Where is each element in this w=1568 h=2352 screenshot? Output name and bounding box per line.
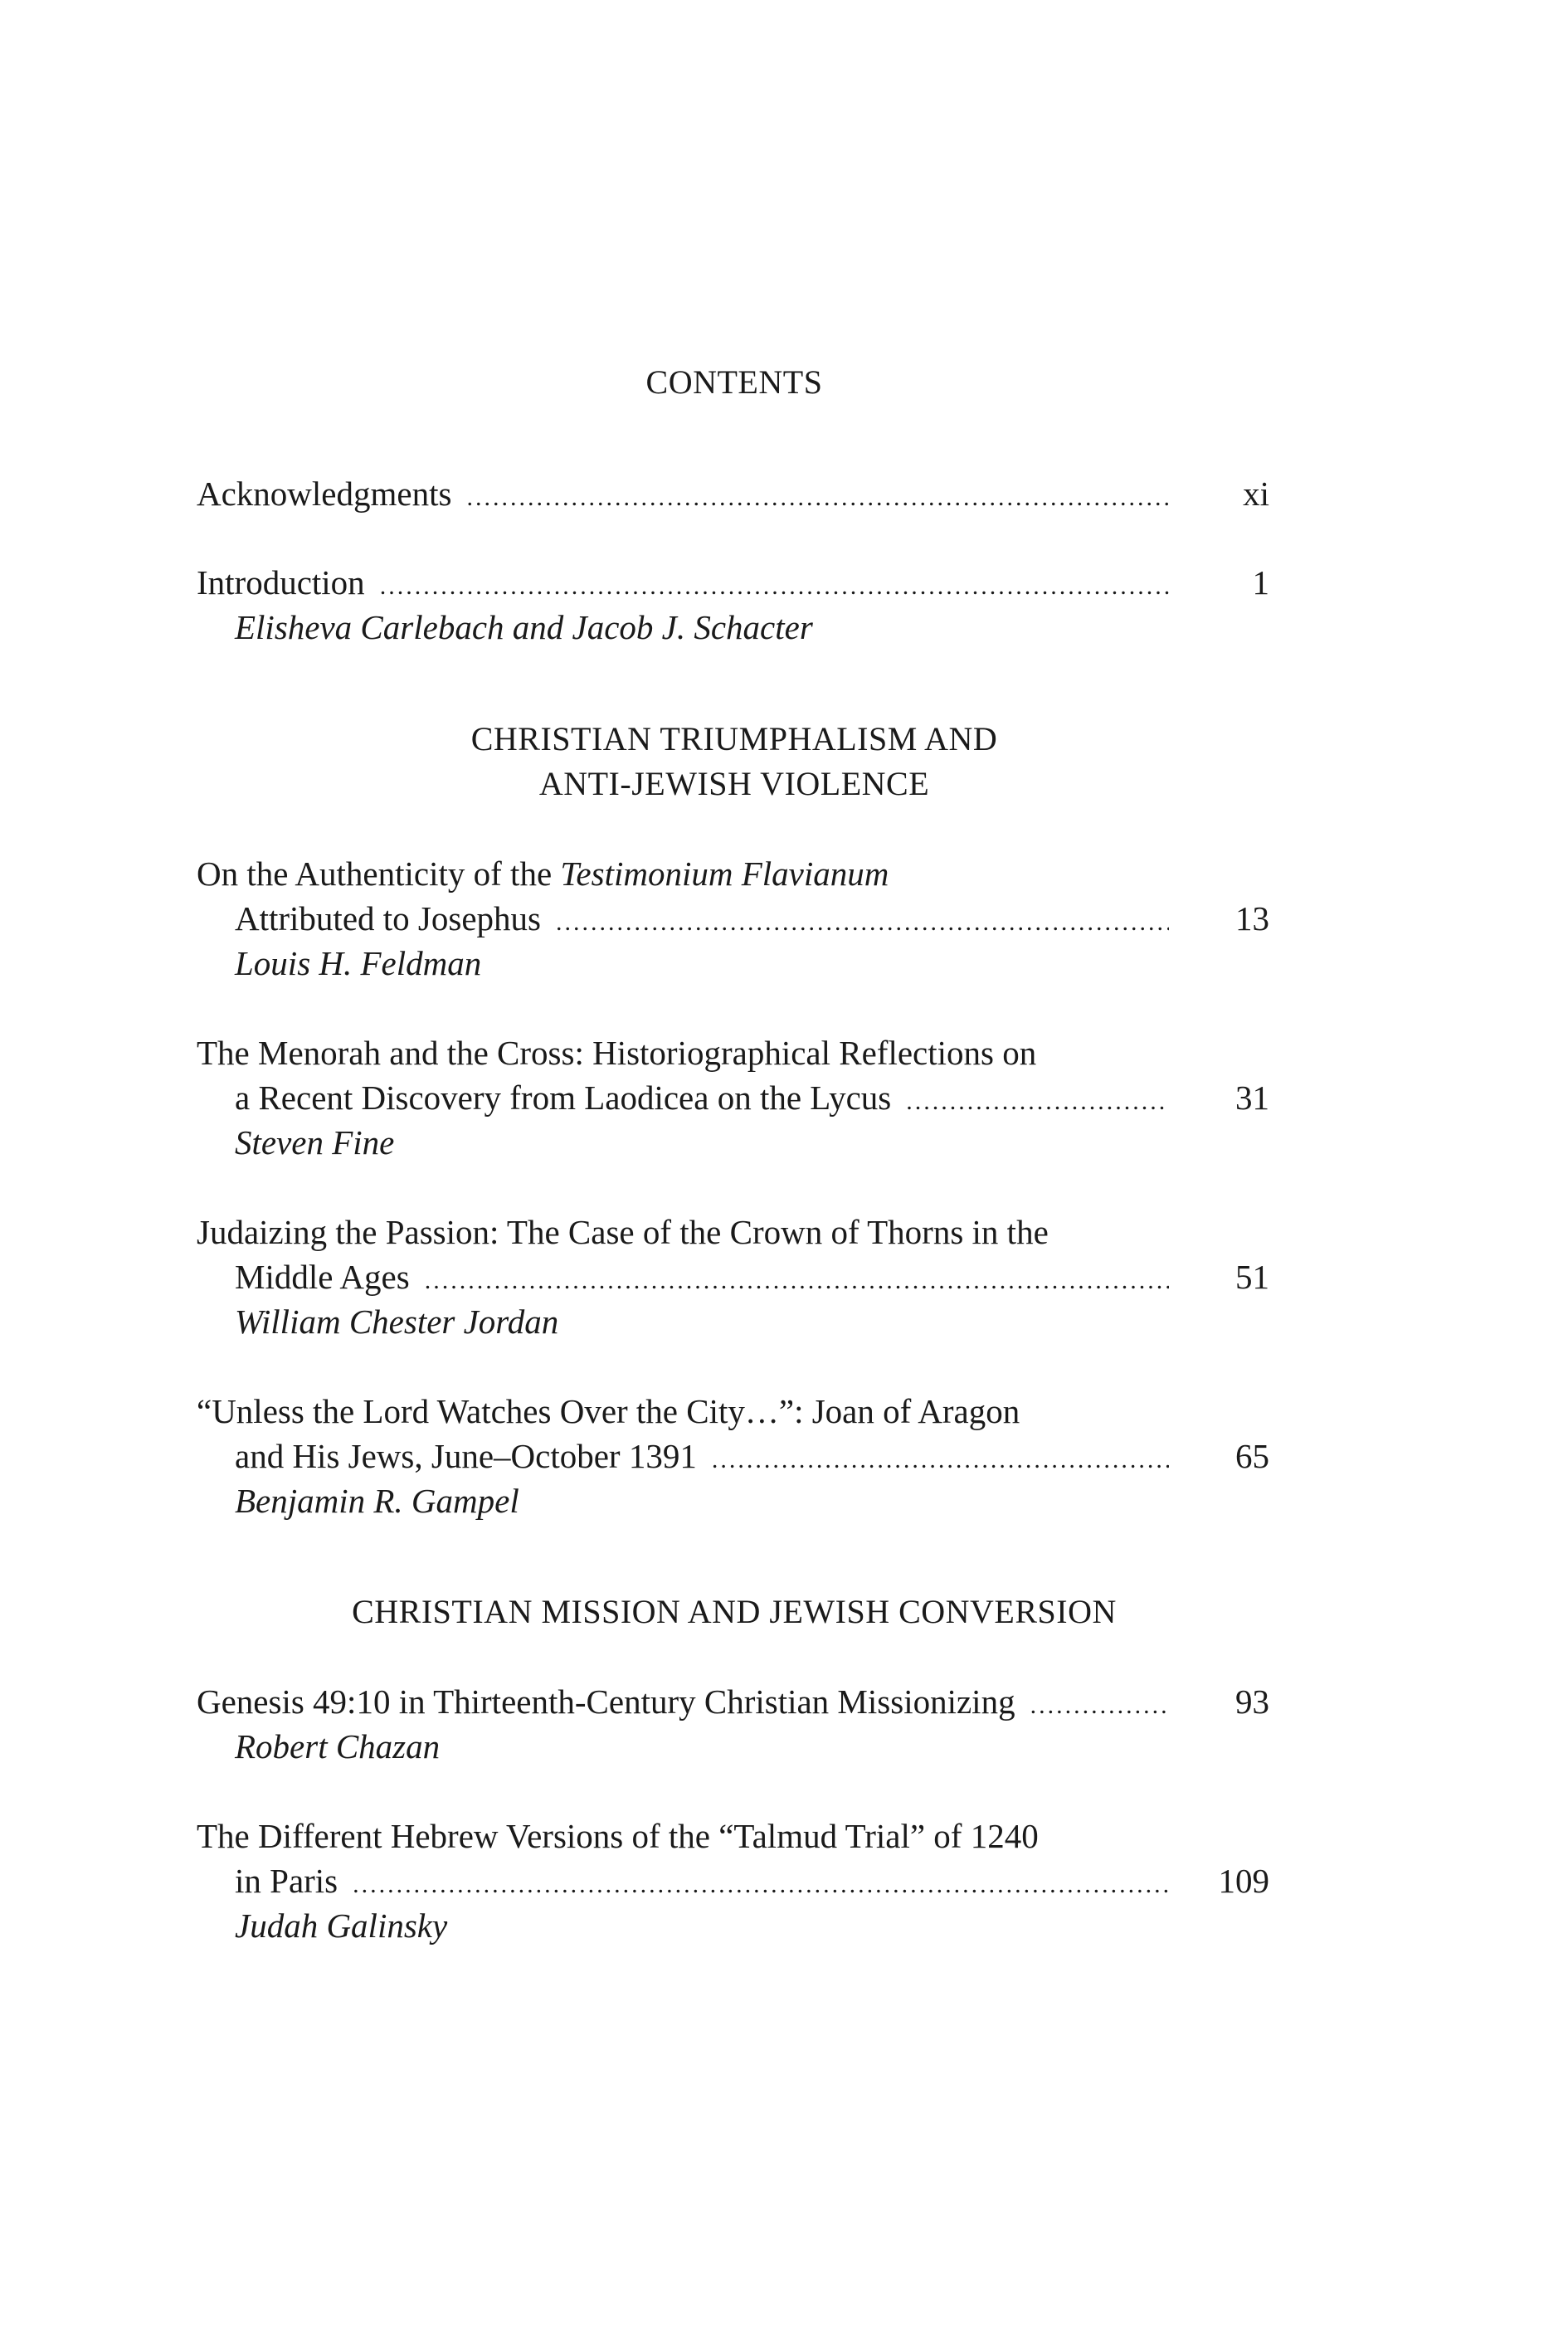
entry-author: Louis H. Feldman <box>235 944 482 982</box>
entry-title-line1: On the Authenticity of the <box>197 855 561 893</box>
page-number: 51 <box>1235 1258 1269 1296</box>
leader-dots <box>906 1079 1169 1124</box>
leader-dots <box>712 1438 1169 1483</box>
entry-title-line2: Middle Ages <box>235 1258 410 1296</box>
entry-title-line1: Genesis 49:10 in Thirteenth-Century Christian Missionizing <box>197 1682 1015 1721</box>
leader-dots <box>380 564 1169 609</box>
page-number: 65 <box>1235 1437 1269 1475</box>
entry-title-line2: Attributed to Josephus <box>235 899 541 937</box>
leader-dots <box>466 475 1169 520</box>
section-heading-line2: ANTI-JEWISH VIOLENCE <box>538 765 930 802</box>
entry-title-italic: Testimonium Flavianum <box>560 855 889 893</box>
toc-entry-fine[interactable] <box>197 1030 1269 1165</box>
toc-entry-feldman[interactable] <box>197 851 1269 986</box>
toc-entry-acknowledgments[interactable] <box>197 471 1269 516</box>
leader-dots <box>353 1863 1169 1907</box>
entry-author: Benjamin R. Gampel <box>235 1482 519 1520</box>
entry-author: Robert Chazan <box>235 1727 441 1765</box>
leader-dots <box>556 900 1169 945</box>
entry-title: Acknowledgments <box>197 475 452 513</box>
page-number: 31 <box>1235 1079 1269 1117</box>
leader-dots <box>1030 1683 1169 1728</box>
entry-author: Judah Galinsky <box>235 1906 448 1945</box>
page-number: 1 <box>1252 563 1269 601</box>
page-number: 13 <box>1235 899 1269 937</box>
entry-author: William Chester Jordan <box>235 1303 559 1341</box>
page-title: CONTENTS <box>645 363 823 401</box>
entry-title-line1: The Different Hebrew Versions of the “Talmud Trial” of 1240 <box>197 1817 1039 1855</box>
entry-title-line2: and His Jews, June–October 1391 <box>235 1437 697 1475</box>
section-heading: CHRISTIAN MISSION AND JEWISH CONVERSION <box>352 1593 1117 1630</box>
toc-entry-introduction[interactable] <box>197 560 1269 650</box>
page-number: 109 <box>1218 1862 1269 1900</box>
entry-title-line1: The Menorah and the Cross: Historiographical Reflections on <box>197 1034 1037 1072</box>
section-heading-line1: CHRISTIAN TRIUMPHALISM AND <box>470 720 998 757</box>
toc-entry-jordan[interactable] <box>197 1210 1269 1344</box>
entry-author: Steven Fine <box>235 1123 395 1161</box>
page-number: 93 <box>1235 1682 1269 1721</box>
entry-title-line2: a Recent Discovery from Laodicea on the Lycus <box>235 1079 892 1117</box>
entry-title-line1: “Unless the Lord Watches Over the City…”: Joan of Aragon <box>197 1392 1020 1430</box>
entry-title-line2: in Paris <box>235 1862 338 1900</box>
entry-author: Elisheva Carlebach and Jacob J. Schacter <box>235 608 813 646</box>
toc-entry-gampel[interactable] <box>197 1389 1269 1523</box>
leader-dots <box>425 1259 1169 1303</box>
entry-title: Introduction <box>197 563 365 601</box>
toc-entry-chazan[interactable] <box>197 1679 1269 1769</box>
entry-title-line1: Judaizing the Passion: The Case of the Crown of Thorns in the <box>197 1213 1049 1251</box>
page-number: xi <box>1243 475 1269 513</box>
toc-entry-galinsky[interactable] <box>197 1814 1269 1948</box>
